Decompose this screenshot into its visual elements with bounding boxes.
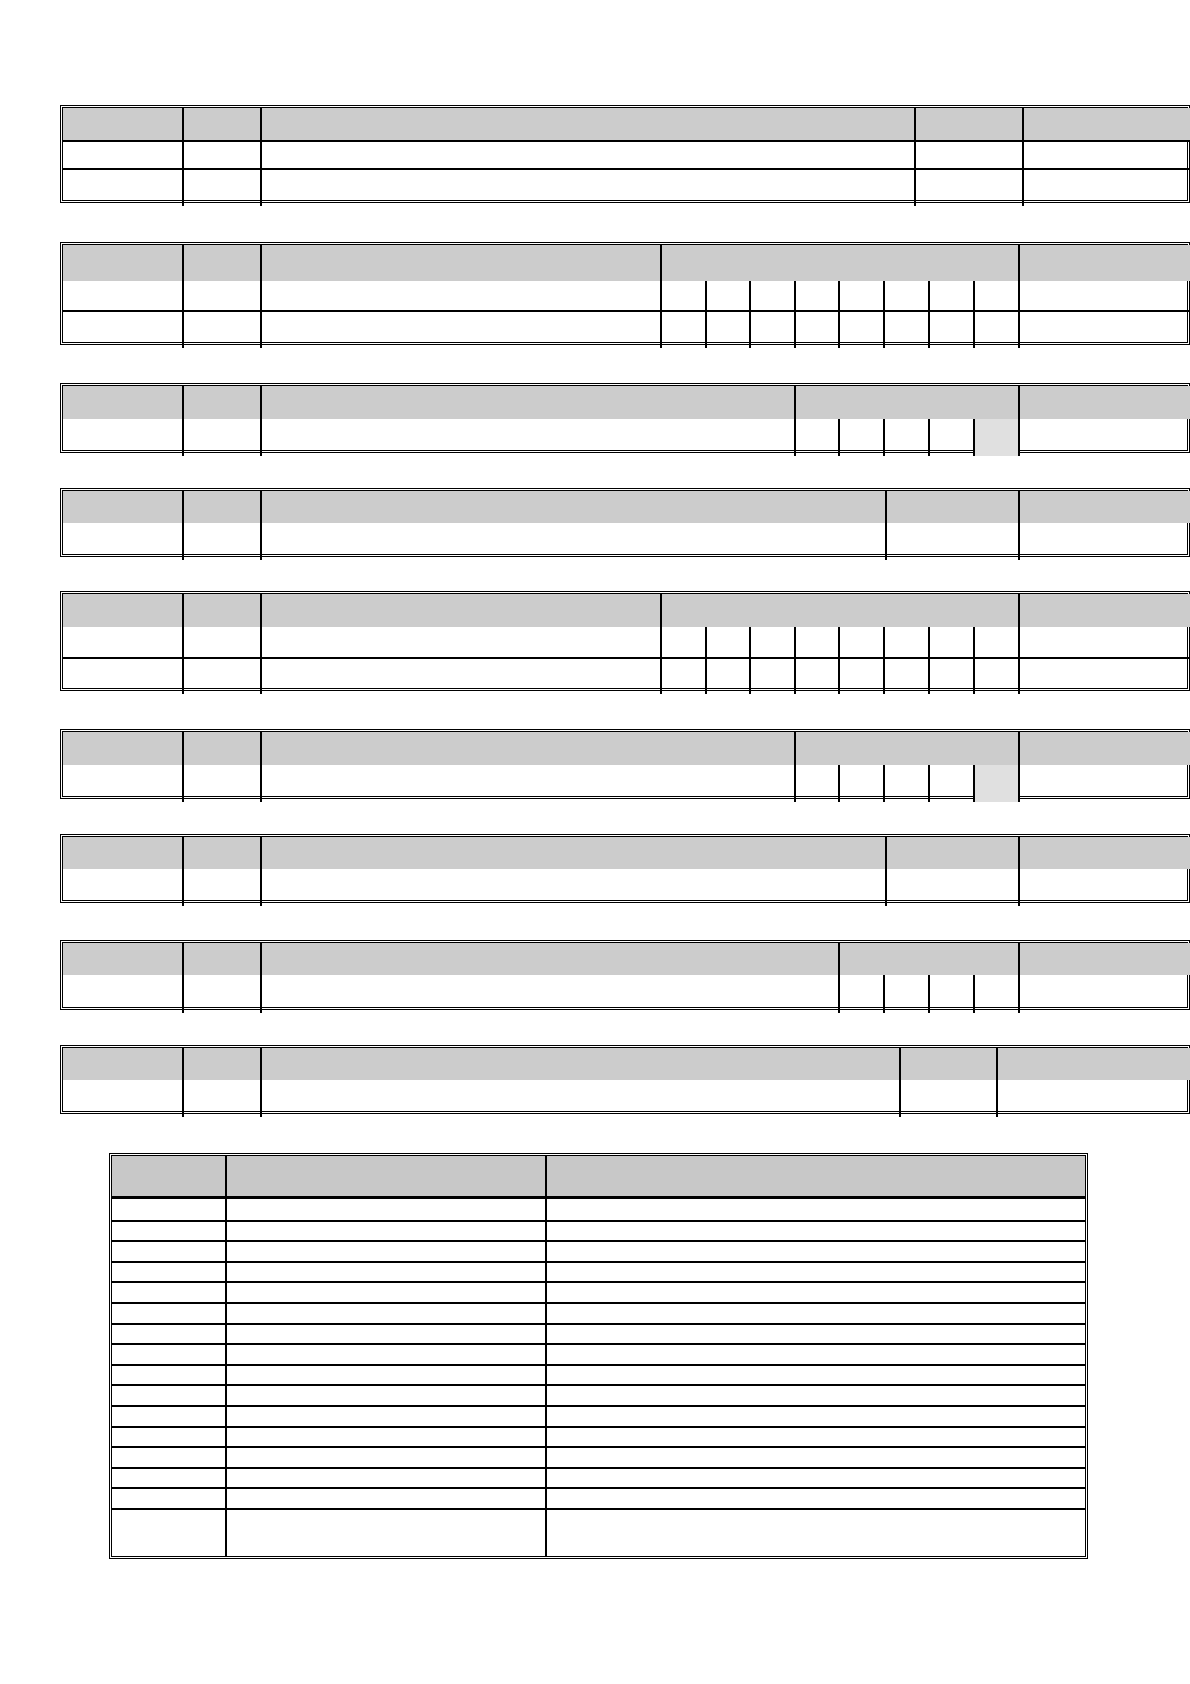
column-divider xyxy=(1018,943,1020,1013)
column-divider xyxy=(1018,245,1020,348)
header-divider xyxy=(112,1196,1085,1199)
sub-cell-divider xyxy=(883,765,885,802)
column-divider xyxy=(260,732,262,802)
column-divider xyxy=(260,943,262,1013)
form-table-2 xyxy=(60,242,1190,345)
row-divider xyxy=(63,310,1190,312)
row-divider xyxy=(63,140,1190,142)
header-row xyxy=(63,1048,1190,1080)
column-divider xyxy=(182,837,184,906)
sub-cell-divider xyxy=(883,627,885,694)
column-divider xyxy=(1018,594,1020,694)
column-divider xyxy=(794,732,796,802)
header-row xyxy=(63,386,1190,419)
column-divider xyxy=(660,594,662,694)
header-row xyxy=(63,245,1190,281)
column-divider xyxy=(260,1048,262,1117)
legend-row-divider xyxy=(112,1240,1085,1242)
sub-cell-divider xyxy=(838,627,840,694)
form-table-6 xyxy=(60,729,1190,799)
header-row xyxy=(63,943,1190,975)
column-divider xyxy=(182,594,184,694)
sub-cell-divider xyxy=(883,975,885,1013)
column-divider xyxy=(1022,108,1024,206)
form-table-8 xyxy=(60,940,1190,1010)
sub-cell-divider xyxy=(973,765,975,802)
column-divider xyxy=(182,245,184,348)
column-divider xyxy=(1018,491,1020,560)
column-divider xyxy=(660,245,662,348)
legend-row-divider xyxy=(112,1364,1085,1366)
sub-cell-divider xyxy=(973,975,975,1013)
legend-row-divider xyxy=(112,1426,1085,1428)
sub-cell-divider xyxy=(705,627,707,694)
column-divider xyxy=(838,943,840,1013)
sub-cell-divider xyxy=(749,627,751,694)
sub-cell-divider xyxy=(705,281,707,348)
sub-cell-divider xyxy=(928,627,930,694)
shaded-cell xyxy=(973,419,1018,456)
column-divider xyxy=(899,1048,901,1117)
sub-cell-divider xyxy=(973,281,975,348)
legend-row-divider xyxy=(112,1323,1085,1325)
header-row xyxy=(63,491,1190,523)
column-divider xyxy=(260,108,262,206)
header-row xyxy=(63,837,1190,869)
header-row xyxy=(63,108,1190,140)
column-divider xyxy=(182,1048,184,1117)
column-divider xyxy=(182,943,184,1013)
form-table-7 xyxy=(60,834,1190,903)
column-divider xyxy=(182,491,184,560)
sub-cell-divider xyxy=(838,765,840,802)
legend-row-divider xyxy=(112,1384,1085,1386)
sub-cell-divider xyxy=(973,419,975,456)
sub-cell-divider xyxy=(838,281,840,348)
sub-cell-divider xyxy=(883,281,885,348)
sub-cell-divider xyxy=(838,419,840,456)
legend-row-divider xyxy=(112,1281,1085,1283)
legend-row-divider xyxy=(112,1467,1085,1469)
column-divider xyxy=(914,108,916,206)
legend-row-divider xyxy=(112,1508,1085,1510)
shaded-cell xyxy=(973,765,1018,802)
column-divider xyxy=(260,386,262,456)
legend-row-divider xyxy=(112,1302,1085,1304)
column-divider xyxy=(260,491,262,560)
legend-row-divider xyxy=(112,1487,1085,1489)
column-divider xyxy=(260,837,262,906)
column-divider xyxy=(182,386,184,456)
legend-header xyxy=(112,1156,1085,1196)
column-divider xyxy=(794,386,796,456)
sub-cell-divider xyxy=(794,627,796,694)
header-row xyxy=(63,732,1190,765)
sub-cell-divider xyxy=(928,419,930,456)
sub-cell-divider xyxy=(749,281,751,348)
sub-cell-divider xyxy=(794,281,796,348)
column-divider xyxy=(545,1156,547,1556)
header-row xyxy=(63,594,1190,627)
legend-table xyxy=(109,1153,1088,1559)
column-divider xyxy=(996,1048,998,1117)
sub-cell-divider xyxy=(928,765,930,802)
form-table-5 xyxy=(60,591,1190,691)
column-divider xyxy=(885,491,887,560)
column-divider xyxy=(885,837,887,906)
sub-cell-divider xyxy=(928,281,930,348)
form-table-9 xyxy=(60,1045,1190,1114)
column-divider xyxy=(225,1156,227,1556)
column-divider xyxy=(1018,732,1020,802)
column-divider xyxy=(260,594,262,694)
sub-cell-divider xyxy=(928,975,930,1013)
sub-cell-divider xyxy=(973,627,975,694)
column-divider xyxy=(182,108,184,206)
column-divider xyxy=(260,245,262,348)
form-table-3 xyxy=(60,383,1190,453)
legend-row-divider xyxy=(112,1220,1085,1222)
column-divider xyxy=(1018,837,1020,906)
form-table-1 xyxy=(60,105,1190,203)
row-divider xyxy=(63,657,1190,659)
sub-cell-divider xyxy=(883,419,885,456)
legend-row-divider xyxy=(112,1446,1085,1448)
form-table-4 xyxy=(60,488,1190,557)
column-divider xyxy=(1018,386,1020,456)
row-divider xyxy=(63,168,1190,170)
legend-row-divider xyxy=(112,1343,1085,1345)
column-divider xyxy=(182,732,184,802)
legend-row-divider xyxy=(112,1405,1085,1407)
legend-row-divider xyxy=(112,1261,1085,1263)
